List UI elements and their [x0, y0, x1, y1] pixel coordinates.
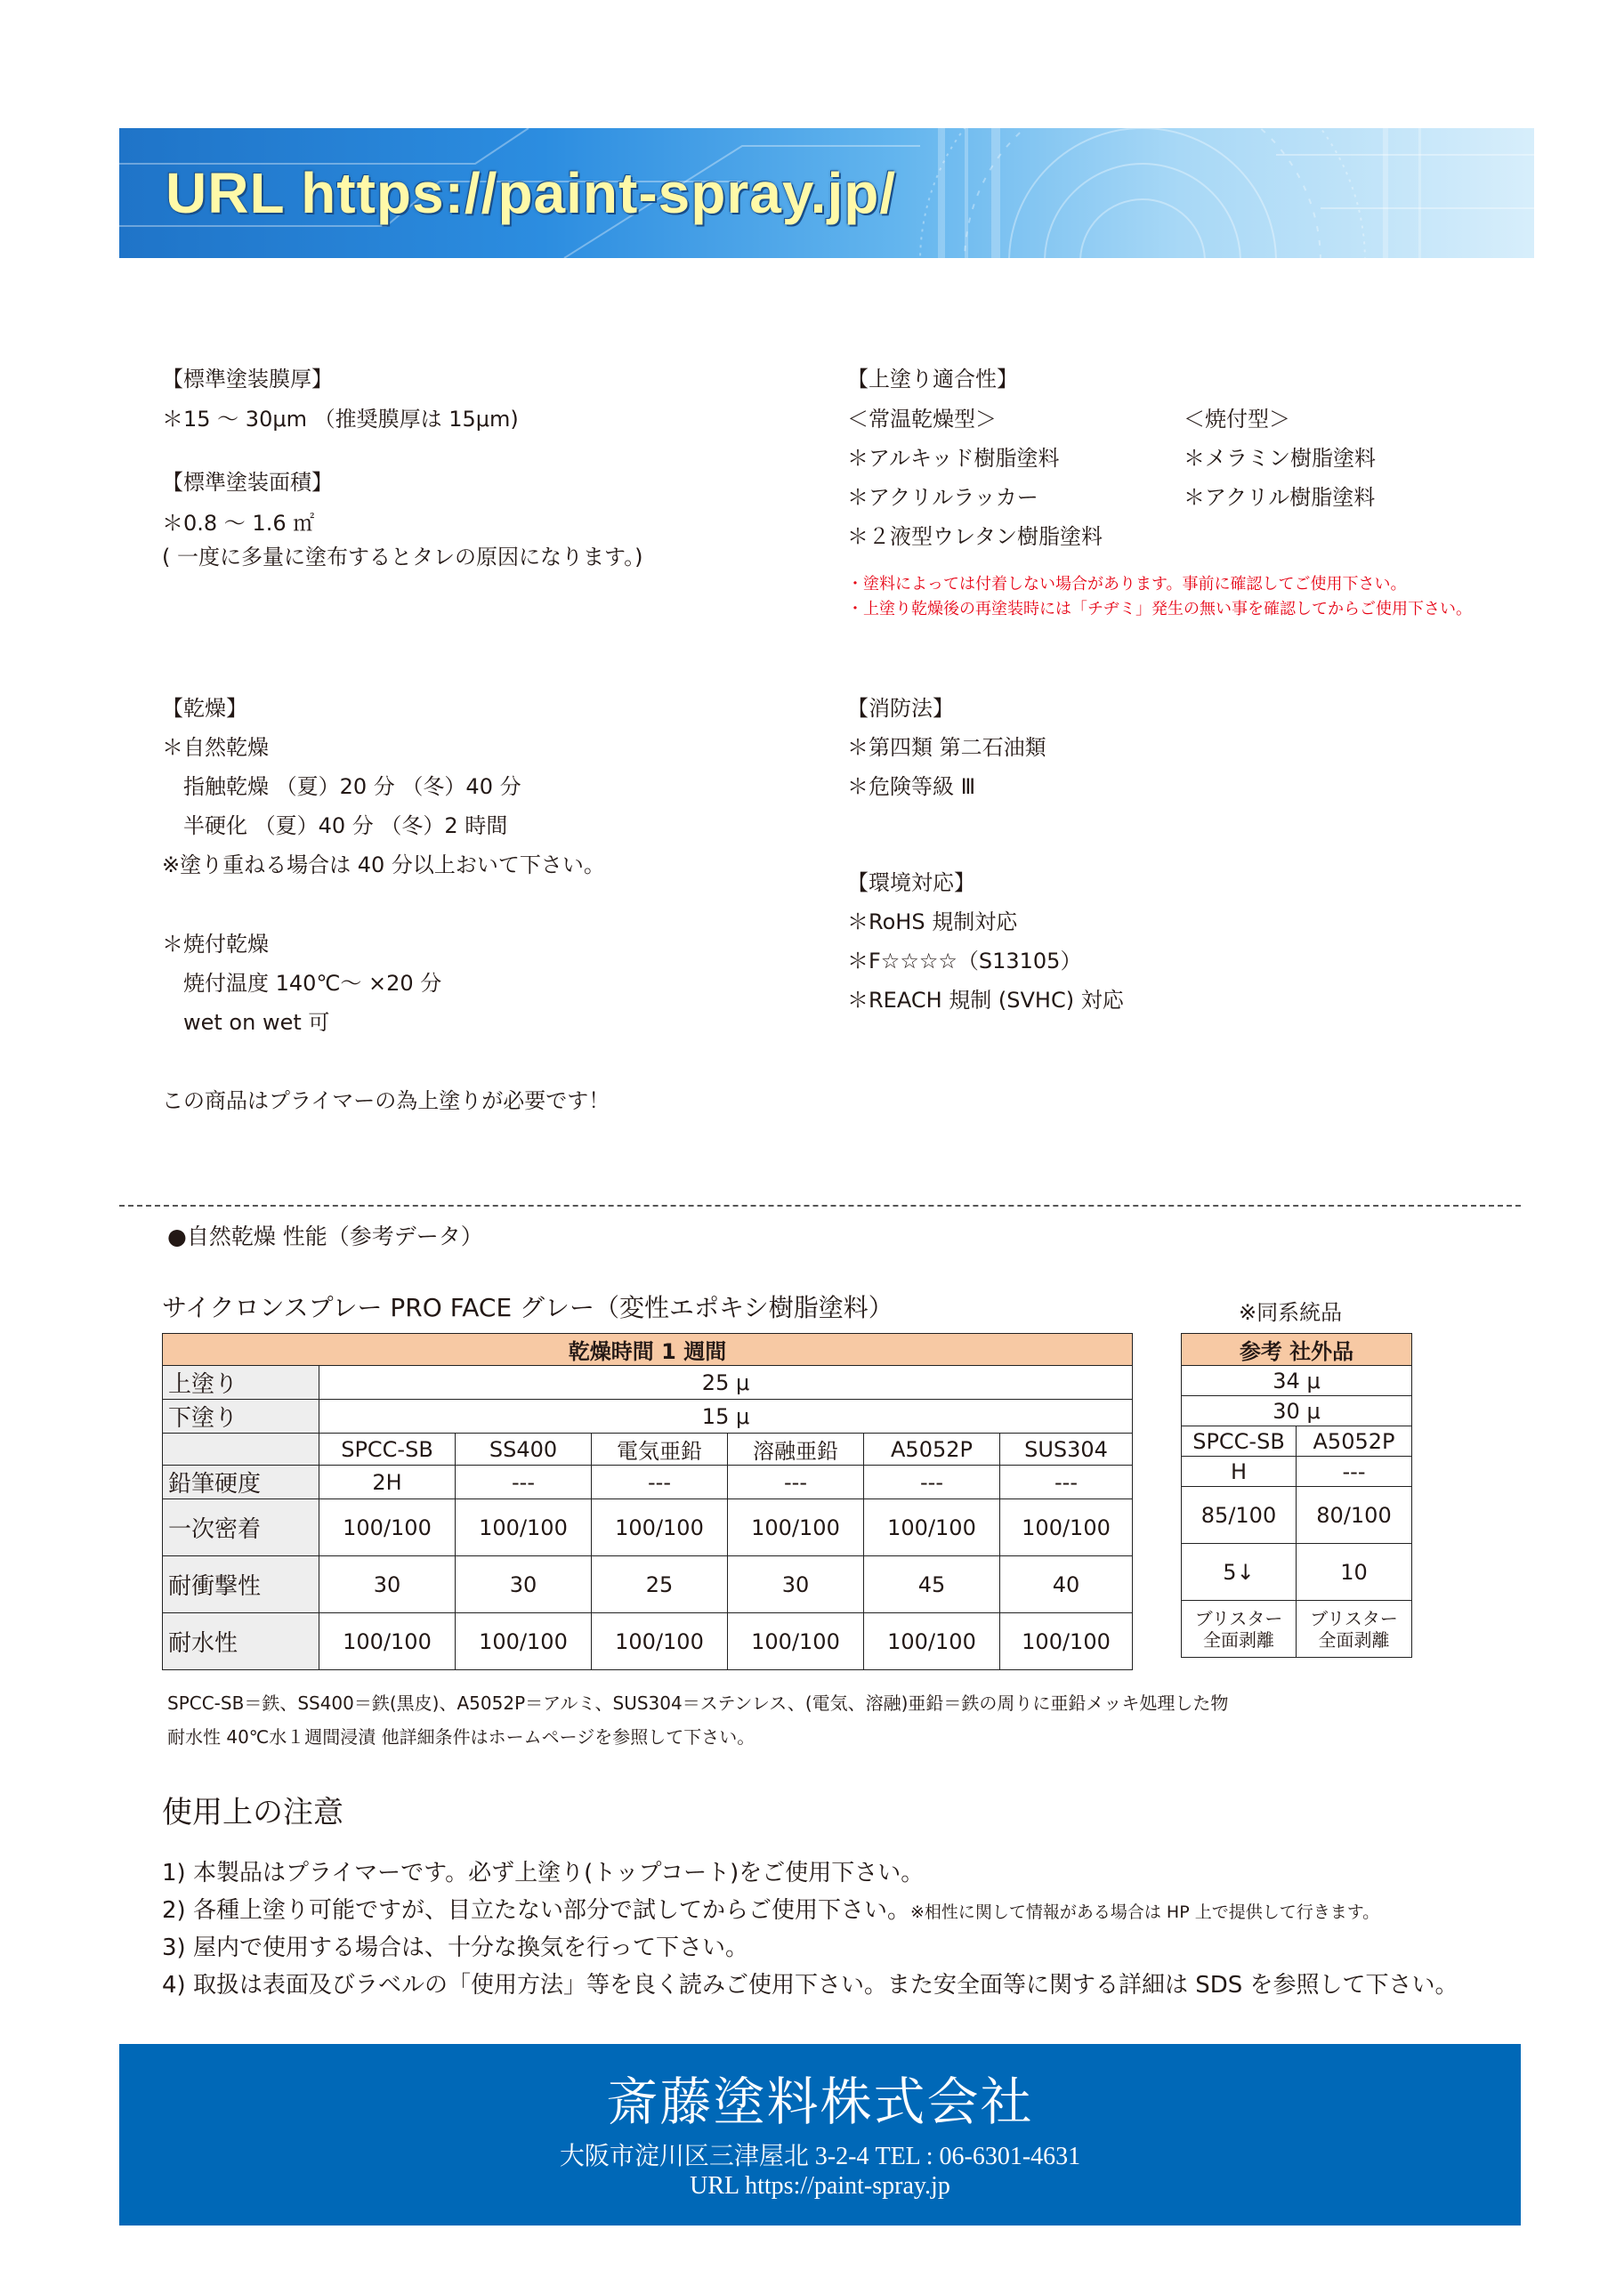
- caution-2-text: 2) 各種上塗り可能ですが、目立たない部分で試してからご使用下さい。: [162, 1897, 910, 1924]
- topcoat-label: 上塗り: [163, 1366, 319, 1400]
- table-cell: 30: [456, 1556, 592, 1613]
- room-temp-type: ＜常温乾燥型＞: [847, 407, 997, 432]
- table-cell: 2H: [319, 1466, 456, 1499]
- table-cell: 45: [864, 1556, 1000, 1613]
- table-cell: 25: [592, 1556, 728, 1613]
- caution-3: 3) 屋内で使用する場合は、十分な換気を行って下さい。: [162, 1935, 748, 1961]
- table-cell: ---: [456, 1466, 592, 1499]
- warning-2: ・上塗り乾燥後の再塗装時には「チヂミ」発生の無い事を確認してからご使用下さい。: [847, 600, 1472, 618]
- competitor-substrate: A5052P: [1297, 1426, 1412, 1457]
- table-cell: 100/100: [1000, 1499, 1133, 1556]
- table-row: [163, 1466, 1133, 1499]
- natural-dry: ＊自然乾燥: [162, 735, 269, 760]
- area-value: ＊0.8 ～ 1.6 ㎡: [162, 511, 315, 536]
- dashed-divider: [119, 1205, 1521, 1207]
- competitor-cell: ---: [1297, 1457, 1412, 1487]
- drying-time-header: 乾燥時間 1 週間: [163, 1334, 1133, 1366]
- row-label: 鉛筆硬度: [163, 1466, 319, 1499]
- half-cure: 半硬化 （夏）40 分 （冬）2 時間: [183, 813, 508, 838]
- competitor-table: [1181, 1333, 1412, 1658]
- rohs: ＊RoHS 規制対応: [847, 909, 1018, 934]
- table-cell: 100/100: [456, 1499, 592, 1556]
- footnote-2: 耐水性 40℃水１週間浸漬 他詳細条件はホームページを参照して下さい。: [167, 1726, 755, 1748]
- warning-1: ・塗料によっては付着しない場合があります。事前に確認してご使用下さい。: [847, 575, 1407, 594]
- fire-class: ＊第四類 第二石油類: [847, 735, 1046, 760]
- acrylic-lacquer: ＊アクリルラッカー: [847, 485, 1038, 510]
- table-cell: ---: [592, 1466, 728, 1499]
- footer-company-block: [119, 2044, 1521, 2225]
- film-thickness-value: ＊15 ～ 30μm （推奨膜厚は 15μm): [162, 407, 519, 432]
- company-url[interactable]: URL https://paint-spray.jp: [690, 2172, 950, 2200]
- product-name: サイクロンスプレー PRO FACE グレー（変性エポキシ樹脂塗料）: [162, 1293, 893, 1322]
- substrate-header: 溶融亜鉛: [728, 1434, 864, 1466]
- competitor-basecoat: 30 μ: [1182, 1396, 1412, 1426]
- caution-2-note: ※相性に関して情報がある場合は HP 上で提供して行きます。: [909, 1902, 1380, 1922]
- topcoat-compat-title: 【上塗り適合性】: [847, 367, 1018, 392]
- competitor-cell: 5↓: [1182, 1544, 1297, 1601]
- competitor-cell: 10: [1297, 1544, 1412, 1601]
- substrate-header: SS400: [456, 1434, 592, 1466]
- primer-note: この商品はプライマーの為上塗りが必要です！: [162, 1088, 610, 1113]
- env-title: 【環境対応】: [847, 870, 975, 895]
- competitor-substrate: SPCC-SB: [1182, 1426, 1297, 1457]
- competitor-cell: 85/100: [1182, 1487, 1297, 1544]
- table-cell: 100/100: [728, 1613, 864, 1670]
- table-cell: 100/100: [592, 1499, 728, 1556]
- table-cell: 40: [1000, 1556, 1133, 1613]
- footnote-1: SPCC-SB＝鉄、SS400＝鉄(黒皮)、A5052P＝アルミ、SUS304＝ステンレス、(電気、溶融)亜鉛＝鉄の周りに亜鉛メッキ処理した物: [167, 1692, 1229, 1714]
- bake-temp: 焼付温度 140℃～ ×20 分: [183, 971, 442, 996]
- performance-table: [162, 1333, 1133, 1670]
- table-row: [163, 1613, 1133, 1670]
- table-cell: 100/100: [592, 1613, 728, 1670]
- urethane: ＊２液型ウレタン樹脂塗料: [847, 524, 1103, 549]
- fire-law-title: 【消防法】: [847, 696, 954, 721]
- substrate-header: 電気亜鉛: [592, 1434, 728, 1466]
- substrate-header: SPCC-SB: [319, 1434, 456, 1466]
- bake-type: ＜焼付型＞: [1184, 407, 1290, 432]
- table-cell: 30: [728, 1556, 864, 1613]
- blank-corner: [163, 1434, 319, 1466]
- table-cell: ---: [864, 1466, 1000, 1499]
- company-name: 斎藤塗料株式会社: [606, 2072, 1034, 2132]
- area-title: 【標準塗装面積】: [162, 470, 333, 495]
- recoat-note: ※塗り重ねる場合は 40 分以上おいて下さい。: [162, 852, 605, 877]
- alkyd: ＊アルキッド樹脂塗料: [847, 446, 1060, 471]
- reach: ＊REACH 規制 (SVHC) 対応: [847, 988, 1124, 1013]
- row-label: 耐水性: [163, 1613, 319, 1670]
- melamine: ＊メラミン樹脂塗料: [1184, 446, 1376, 471]
- table-cell: 30: [319, 1556, 456, 1613]
- basecoat-value: 15 μ: [319, 1400, 1133, 1434]
- competitor-label: ※同系統品: [1239, 1300, 1343, 1325]
- competitor-cell: ブリスター 全面剥離: [1297, 1601, 1412, 1658]
- table-cell: 100/100: [728, 1499, 864, 1556]
- table-cell: 100/100: [864, 1613, 1000, 1670]
- cautions-title: 使用上の注意: [162, 1795, 343, 1830]
- danger-level: ＊危険等級 Ⅲ: [847, 774, 976, 799]
- film-thickness-title: 【標準塗装膜厚】: [162, 367, 333, 392]
- touch-dry: 指触乾燥 （夏）20 分 （冬）40 分: [183, 774, 521, 799]
- topcoat-value: 25 μ: [319, 1366, 1133, 1400]
- caution-2: [162, 1897, 1379, 1926]
- wet-on-wet: wet on wet 可: [183, 1010, 330, 1035]
- acrylic-resin: ＊アクリル樹脂塗料: [1184, 485, 1376, 510]
- table-cell: ---: [728, 1466, 864, 1499]
- row-label: 一次密着: [163, 1499, 319, 1556]
- area-note: ( 一度に多量に塗布するとタレの原因になります。): [162, 545, 643, 570]
- table-row: [163, 1556, 1133, 1613]
- substrate-header: SUS304: [1000, 1434, 1133, 1466]
- competitor-cell: ブリスター 全面剥離: [1182, 1601, 1297, 1658]
- drying-title: 【乾燥】: [162, 696, 247, 721]
- performance-title: ●自然乾燥 性能（参考データ）: [167, 1224, 483, 1249]
- basecoat-label: 下塗り: [163, 1400, 319, 1434]
- table-cell: 100/100: [864, 1499, 1000, 1556]
- table-cell: ---: [1000, 1466, 1133, 1499]
- competitor-cell: H: [1182, 1457, 1297, 1487]
- header-banner: [119, 128, 1534, 258]
- f-star: ＊F☆☆☆☆（S13105）: [847, 949, 1082, 973]
- caution-4: 4) 取扱は表面及びラベルの「使用方法」等を良く読みご使用下さい。また安全面等に関する詳細は SDS を参照して下さい。: [162, 1972, 1458, 1999]
- table-cell: 100/100: [319, 1499, 456, 1556]
- competitor-cell: 80/100: [1297, 1487, 1412, 1544]
- competitor-header: 参考 社外品: [1182, 1334, 1412, 1366]
- table-cell: 100/100: [1000, 1613, 1133, 1670]
- banner-url[interactable]: URL https://paint-spray.jp/: [166, 161, 897, 225]
- table-cell: 100/100: [319, 1613, 456, 1670]
- row-label: 耐衝撃性: [163, 1556, 319, 1613]
- table-row: [163, 1499, 1133, 1556]
- substrate-header: A5052P: [864, 1434, 1000, 1466]
- bake-dry: ＊焼付乾燥: [162, 932, 269, 957]
- company-address: 大阪市淀川区三津屋北 3-2-4 TEL : 06-6301-4631: [559, 2143, 1081, 2170]
- competitor-topcoat: 34 μ: [1182, 1366, 1412, 1396]
- table-cell: 100/100: [456, 1613, 592, 1670]
- caution-1: 1) 本製品はプライマーです。必ず上塗り(トップコート)をご使用下さい。: [162, 1860, 925, 1886]
